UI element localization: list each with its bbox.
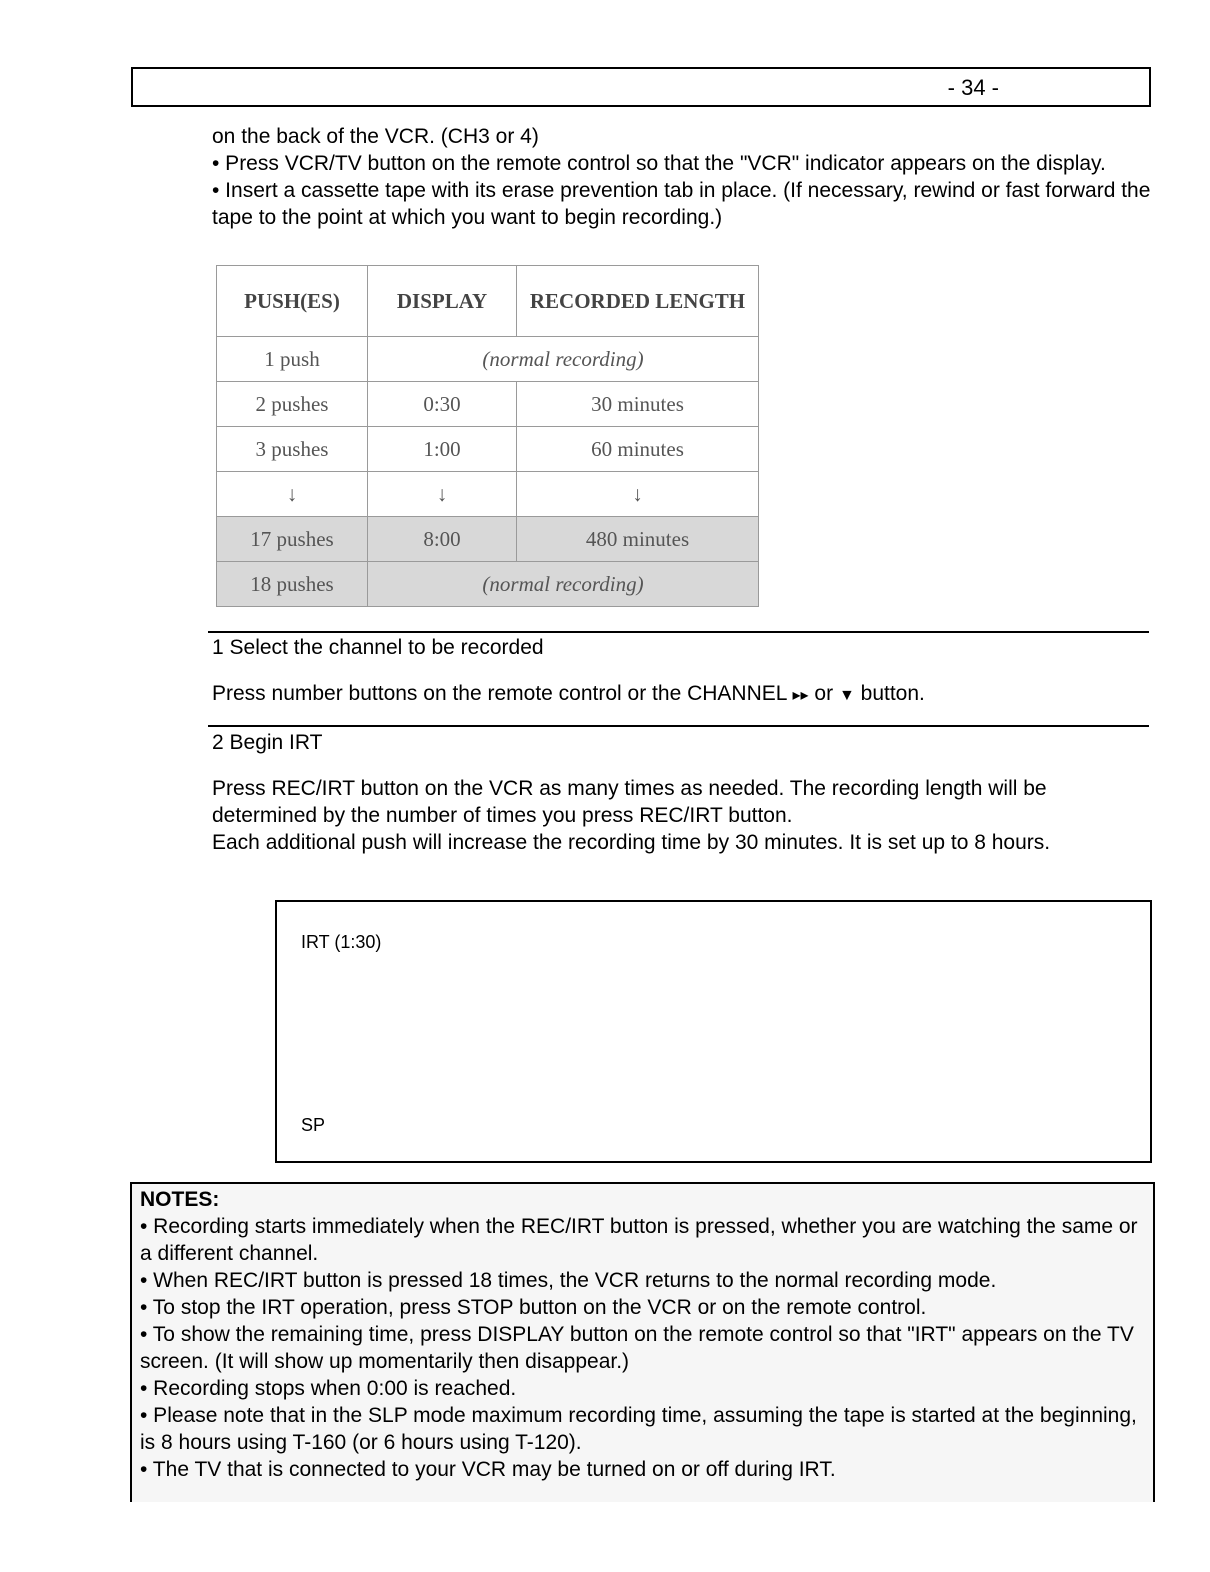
length-cell: 480 minutes: [517, 517, 759, 562]
display-cell: 8:00: [368, 517, 517, 562]
push-cell: 17 pushes: [217, 517, 368, 562]
note-item: • Please note that in the SLP mode maximum recording time, assuming the tape is started at the beginning, is 8 hours using T-160 (or 6 hours using T-120).: [140, 1404, 1137, 1454]
note-item: • The TV that is connected to your VCR may be turned on or off during IRT.: [140, 1458, 836, 1481]
section-divider: [208, 725, 1149, 727]
push-cell: 2 pushes: [217, 382, 368, 427]
table-row: [217, 562, 759, 607]
table-row: [217, 427, 759, 472]
intro-line: on the back of the VCR. (CH3 or 4): [212, 125, 539, 148]
display-cell: 0:30: [368, 382, 517, 427]
step1-text-before: Press number buttons on the remote control or the CHANNEL: [212, 682, 787, 705]
tv-display-illustration: [275, 900, 1152, 1163]
step1-title: 1 Select the channel to be recorded: [212, 636, 544, 659]
table-row: [217, 337, 759, 382]
notes-title: NOTES:: [140, 1188, 220, 1211]
col-header-recorded-length: RECORDED LENGTH: [517, 266, 759, 337]
intro-bullet: • Insert a cassette tape with its erase prevention tab in place. (If necessary, rewind or fast forward the tape to the point at which you want to begin recording.): [212, 179, 1151, 229]
section-divider: [208, 631, 1149, 633]
step2-title: 2 Begin IRT: [212, 731, 323, 754]
note-item: • To stop the IRT operation, press STOP button on the VCR or on the remote control.: [140, 1296, 927, 1319]
intro-bullet: • Press VCR/TV button on the remote control so that the "VCR" indicator appears on the display.: [212, 152, 1106, 175]
step1-text: [212, 680, 1152, 709]
step2-body: [212, 775, 1152, 856]
push-cell: 1 push: [217, 337, 368, 382]
table-row: [217, 382, 759, 427]
length-cell: 60 minutes: [517, 427, 759, 472]
page-number: - 34 -: [947, 75, 999, 100]
arrow-down-icon: ↓: [517, 472, 759, 517]
display-irt-readout: IRT (1:30): [301, 932, 382, 952]
push-cell: 18 pushes: [217, 562, 368, 607]
channel-up-icon: ▸▸: [792, 687, 809, 704]
step2-paragraph: Press REC/IRT button on the VCR as many times as needed. The recording length will be determined by the number of times you press REC/IRT button.: [212, 777, 1047, 827]
display-cell: 1:00: [368, 427, 517, 472]
table-row: [217, 517, 759, 562]
notes-box: [130, 1182, 1155, 1502]
length-cell: 30 minutes: [517, 382, 759, 427]
arrow-down-icon: ↓: [368, 472, 517, 517]
note-item: • When REC/IRT button is pressed 18 times, the VCR returns to the normal recording mode.: [140, 1269, 997, 1292]
merged-cell: (normal recording): [368, 562, 759, 607]
step2-paragraph: Each additional push will increase the recording time by 30 minutes. It is set up to 8 hours.: [212, 831, 1051, 854]
merged-cell: (normal recording): [368, 337, 759, 382]
channel-down-icon: ▼: [838, 687, 855, 704]
page-header: [131, 67, 1151, 107]
arrow-down-icon: ↓: [217, 472, 368, 517]
table-row: [217, 472, 759, 517]
push-cell: 3 pushes: [217, 427, 368, 472]
intro-section: [212, 123, 1152, 231]
step1-text-or: or: [814, 682, 834, 705]
col-header-display: DISPLAY: [368, 266, 517, 337]
note-item: • To show the remaining time, press DISPLAY button on the remote control so that "IRT" appears on the TV screen. (It will show up momentarily then disappear.): [140, 1323, 1134, 1373]
col-header-pushes: PUSH(ES): [217, 266, 368, 337]
note-item: • Recording stops when 0:00 is reached.: [140, 1377, 517, 1400]
note-item: • Recording starts immediately when the REC/IRT button is pressed, whether you are watching the same or a different channel.: [140, 1215, 1138, 1265]
irt-push-table: [216, 265, 759, 607]
step1-text-after: button.: [860, 682, 925, 705]
display-speed-readout: SP: [301, 1115, 326, 1135]
